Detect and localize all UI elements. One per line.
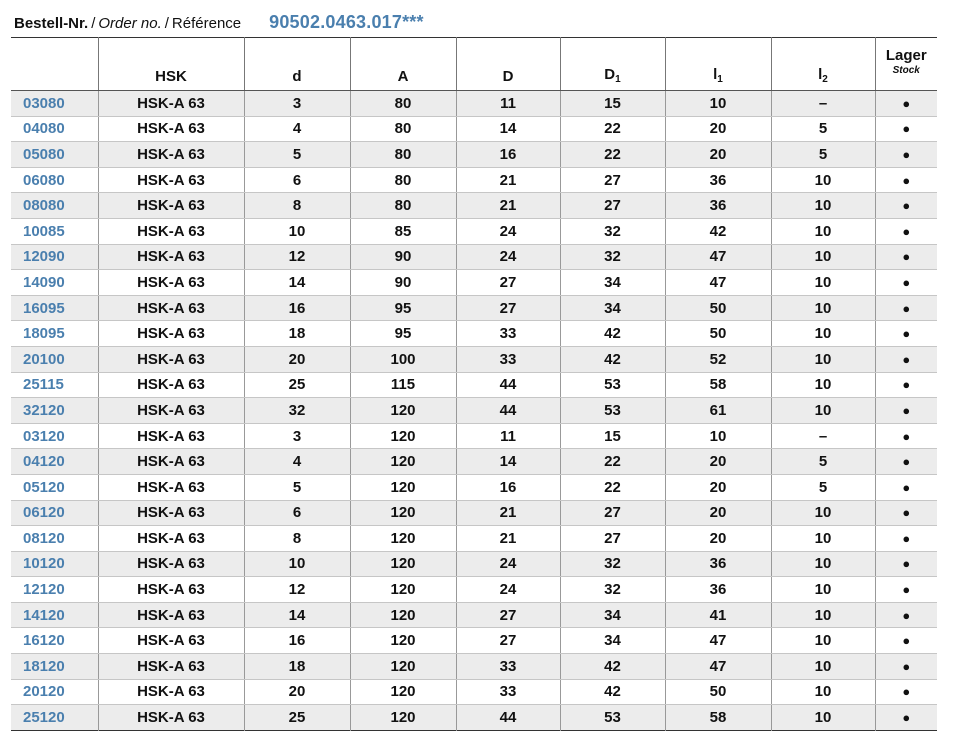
order-suffix-cell: 16120 [11, 628, 98, 654]
hsk-cell: HSK-A 63 [98, 679, 244, 705]
l2-cell: 10 [771, 679, 875, 705]
a-cell: 120 [350, 602, 456, 628]
order-suffix-cell: 20100 [11, 346, 98, 372]
big-d-cell: 24 [456, 551, 560, 577]
d-cell: 12 [244, 577, 350, 603]
stock-indicator: ● [875, 602, 937, 628]
d1-cell: 27 [560, 500, 665, 526]
l2-cell: 10 [771, 218, 875, 244]
d1-cell: 42 [560, 321, 665, 347]
d1-cell: 27 [560, 167, 665, 193]
d1-cell: 42 [560, 654, 665, 680]
d-cell: 3 [244, 423, 350, 449]
l2-cell: 10 [771, 577, 875, 603]
l1-cell: 20 [665, 142, 771, 168]
d-cell: 16 [244, 628, 350, 654]
big-d-cell: 11 [456, 423, 560, 449]
hsk-cell: HSK-A 63 [98, 142, 244, 168]
l2-cell: 10 [771, 705, 875, 731]
order-suffix-cell: 03120 [11, 423, 98, 449]
table-row [11, 142, 937, 168]
l1-cell: 20 [665, 500, 771, 526]
hsk-cell: HSK-A 63 [98, 321, 244, 347]
d-cell: 8 [244, 193, 350, 219]
order-suffix-cell: 25120 [11, 705, 98, 731]
hsk-cell: HSK-A 63 [98, 577, 244, 603]
table-row [11, 91, 937, 117]
big-d-cell: 27 [456, 270, 560, 296]
l1-cell: 20 [665, 526, 771, 552]
l1-cell: 50 [665, 679, 771, 705]
d-cell: 18 [244, 654, 350, 680]
hsk-cell: HSK-A 63 [98, 372, 244, 398]
big-d-cell: 24 [456, 244, 560, 270]
l1-cell: 20 [665, 474, 771, 500]
separator: / [164, 15, 169, 32]
l2-cell: – [771, 91, 875, 117]
big-d-cell: 27 [456, 602, 560, 628]
a-cell: 120 [350, 526, 456, 552]
separator: / [91, 15, 96, 32]
a-cell: 120 [350, 654, 456, 680]
l2-cell: 10 [771, 346, 875, 372]
l1-cell: 47 [665, 628, 771, 654]
d1-cell: 34 [560, 602, 665, 628]
l2-cell: 10 [771, 654, 875, 680]
hsk-cell: HSK-A 63 [98, 270, 244, 296]
order-suffix-cell: 05120 [11, 474, 98, 500]
d-cell: 14 [244, 602, 350, 628]
l2-cell: 10 [771, 628, 875, 654]
a-cell: 120 [350, 423, 456, 449]
order-suffix-cell: 08120 [11, 526, 98, 552]
l1-cell: 20 [665, 116, 771, 142]
d1-cell: 32 [560, 577, 665, 603]
l1-cell: 36 [665, 577, 771, 603]
table-row [11, 244, 937, 270]
l1-cell: 50 [665, 295, 771, 321]
l2-cell: 10 [771, 398, 875, 424]
big-d-cell: 33 [456, 321, 560, 347]
stock-indicator: ● [875, 474, 937, 500]
big-d-cell: 21 [456, 500, 560, 526]
l2-cell: 10 [771, 500, 875, 526]
l2-cell: 10 [771, 551, 875, 577]
order-suffix-cell: 16095 [11, 295, 98, 321]
l1-cell: 36 [665, 193, 771, 219]
d1-cell: 22 [560, 474, 665, 500]
order-suffix-cell: 14120 [11, 602, 98, 628]
big-d-cell: 33 [456, 654, 560, 680]
l2-cell: 10 [771, 295, 875, 321]
l1-cell: 61 [665, 398, 771, 424]
d-cell: 20 [244, 346, 350, 372]
big-d-cell: 11 [456, 91, 560, 117]
d-cell: 5 [244, 142, 350, 168]
l2-cell: 5 [771, 116, 875, 142]
stock-indicator: ● [875, 167, 937, 193]
d1-cell: 34 [560, 628, 665, 654]
stock-indicator: ● [875, 500, 937, 526]
d-cell: 3 [244, 91, 350, 117]
big-d-cell: 14 [456, 449, 560, 475]
stock-indicator: ● [875, 244, 937, 270]
stock-indicator: ● [875, 193, 937, 219]
reference-number: 90502.0463.017*** [269, 12, 424, 32]
a-cell: 85 [350, 218, 456, 244]
hsk-cell: HSK-A 63 [98, 423, 244, 449]
stock-indicator: ● [875, 321, 937, 347]
table-row [11, 628, 937, 654]
l1-cell: 36 [665, 551, 771, 577]
d1-cell: 15 [560, 423, 665, 449]
table-row [11, 116, 937, 142]
l2-cell: – [771, 423, 875, 449]
stock-indicator: ● [875, 346, 937, 372]
table-row [11, 321, 937, 347]
big-d-cell: 44 [456, 398, 560, 424]
order-header [14, 12, 944, 36]
big-d-cell: 16 [456, 474, 560, 500]
l1-cell: 47 [665, 244, 771, 270]
hsk-cell: HSK-A 63 [98, 116, 244, 142]
d1-cell: 34 [560, 295, 665, 321]
l1-cell: 47 [665, 270, 771, 296]
table-row [11, 577, 937, 603]
a-cell: 80 [350, 142, 456, 168]
d-cell: 6 [244, 500, 350, 526]
col-header-l1: $l_1$ [665, 38, 771, 91]
big-d-cell: 27 [456, 295, 560, 321]
order-suffix-cell: 25115 [11, 372, 98, 398]
order-suffix-cell: 20120 [11, 679, 98, 705]
d-cell: 10 [244, 551, 350, 577]
a-cell: 80 [350, 116, 456, 142]
a-cell: 120 [350, 398, 456, 424]
product-table [11, 37, 937, 731]
stock-indicator: ● [875, 654, 937, 680]
stock-indicator: ● [875, 116, 937, 142]
col-header-d: d [244, 38, 350, 91]
big-d-cell: 24 [456, 218, 560, 244]
big-d-cell: 14 [456, 116, 560, 142]
order-suffix-cell: 04080 [11, 116, 98, 142]
order-suffix-cell: 32120 [11, 398, 98, 424]
a-cell: 100 [350, 346, 456, 372]
order-suffix-cell: 18095 [11, 321, 98, 347]
a-cell: 120 [350, 449, 456, 475]
big-d-cell: 33 [456, 346, 560, 372]
big-d-cell: 24 [456, 577, 560, 603]
order-suffix-cell: 06120 [11, 500, 98, 526]
stock-indicator: ● [875, 295, 937, 321]
big-d-cell: 44 [456, 705, 560, 731]
table-row [11, 654, 937, 680]
col-header-a: A [350, 38, 456, 91]
d-cell: 6 [244, 167, 350, 193]
hsk-cell: HSK-A 63 [98, 244, 244, 270]
d-cell: 4 [244, 449, 350, 475]
order-suffix-cell: 04120 [11, 449, 98, 475]
table-row [11, 526, 937, 552]
d-cell: 10 [244, 218, 350, 244]
l1-cell: 10 [665, 91, 771, 117]
stock-indicator: ● [875, 142, 937, 168]
l1-cell: 52 [665, 346, 771, 372]
order-suffix-cell: 14090 [11, 270, 98, 296]
d-cell: 5 [244, 474, 350, 500]
order-suffix-cell: 10085 [11, 218, 98, 244]
d1-cell: 22 [560, 449, 665, 475]
big-d-cell: 33 [456, 679, 560, 705]
col-header-stock: Lager Stock [875, 38, 937, 91]
d-cell: 16 [244, 295, 350, 321]
hsk-cell: HSK-A 63 [98, 449, 244, 475]
d-cell: 18 [244, 321, 350, 347]
d-cell: 25 [244, 705, 350, 731]
l2-cell: 10 [771, 270, 875, 296]
d-cell: 8 [244, 526, 350, 552]
hsk-cell: HSK-A 63 [98, 295, 244, 321]
stock-indicator: ● [875, 628, 937, 654]
table-row [11, 500, 937, 526]
l1-cell: 42 [665, 218, 771, 244]
table-row [11, 270, 937, 296]
col-header-l2: $l_2$ [771, 38, 875, 91]
a-cell: 90 [350, 270, 456, 296]
d1-cell: 22 [560, 142, 665, 168]
a-cell: 95 [350, 295, 456, 321]
order-suffix-cell: 05080 [11, 142, 98, 168]
d1-cell: 34 [560, 270, 665, 296]
l2-cell: 10 [771, 526, 875, 552]
d1-cell: 15 [560, 91, 665, 117]
table-row [11, 423, 937, 449]
table-row [11, 346, 937, 372]
order-number-label-de: Bestell-Nr. [14, 15, 89, 32]
stock-indicator: ● [875, 423, 937, 449]
table-header-row [11, 38, 937, 91]
order-number-label-fr: Référence [171, 15, 242, 32]
a-cell: 80 [350, 193, 456, 219]
stock-indicator: ● [875, 218, 937, 244]
table-row [11, 167, 937, 193]
d1-cell: 42 [560, 346, 665, 372]
a-cell: 120 [350, 500, 456, 526]
l2-cell: 10 [771, 602, 875, 628]
stock-indicator: ● [875, 91, 937, 117]
l2-cell: 5 [771, 449, 875, 475]
d1-cell: 53 [560, 398, 665, 424]
l1-cell: 36 [665, 167, 771, 193]
hsk-cell: HSK-A 63 [98, 91, 244, 117]
a-cell: 80 [350, 167, 456, 193]
stock-indicator: ● [875, 526, 937, 552]
table-row [11, 474, 937, 500]
table-row [11, 705, 937, 731]
hsk-cell: HSK-A 63 [98, 193, 244, 219]
l1-cell: 47 [665, 654, 771, 680]
a-cell: 120 [350, 577, 456, 603]
table-row [11, 218, 937, 244]
table-row [11, 295, 937, 321]
l1-cell: 41 [665, 602, 771, 628]
big-d-cell: 21 [456, 167, 560, 193]
l2-cell: 10 [771, 244, 875, 270]
hsk-cell: HSK-A 63 [98, 500, 244, 526]
big-d-cell: 16 [456, 142, 560, 168]
table-row [11, 398, 937, 424]
hsk-cell: HSK-A 63 [98, 705, 244, 731]
a-cell: 115 [350, 372, 456, 398]
stock-indicator: ● [875, 372, 937, 398]
a-cell: 120 [350, 679, 456, 705]
l2-cell: 10 [771, 193, 875, 219]
big-d-cell: 21 [456, 193, 560, 219]
hsk-cell: HSK-A 63 [98, 628, 244, 654]
table-row [11, 372, 937, 398]
order-suffix-cell: 18120 [11, 654, 98, 680]
d-cell: 25 [244, 372, 350, 398]
d-cell: 14 [244, 270, 350, 296]
hsk-cell: HSK-A 63 [98, 602, 244, 628]
l2-cell: 10 [771, 372, 875, 398]
l2-cell: 10 [771, 167, 875, 193]
order-suffix-cell: 12120 [11, 577, 98, 603]
a-cell: 90 [350, 244, 456, 270]
a-cell: 120 [350, 628, 456, 654]
d1-cell: 32 [560, 244, 665, 270]
d1-cell: 53 [560, 705, 665, 731]
d-cell: 20 [244, 679, 350, 705]
stock-indicator: ● [875, 270, 937, 296]
stock-indicator: ● [875, 398, 937, 424]
hsk-cell: HSK-A 63 [98, 398, 244, 424]
stock-indicator: ● [875, 705, 937, 731]
hsk-cell: HSK-A 63 [98, 218, 244, 244]
l1-cell: 20 [665, 449, 771, 475]
table-row [11, 551, 937, 577]
l2-cell: 5 [771, 142, 875, 168]
order-suffix-cell: 06080 [11, 167, 98, 193]
table-row [11, 449, 937, 475]
a-cell: 120 [350, 474, 456, 500]
table-row [11, 193, 937, 219]
table-row [11, 602, 937, 628]
order-suffix-cell: 08080 [11, 193, 98, 219]
stock-indicator: ● [875, 449, 937, 475]
stock-indicator: ● [875, 551, 937, 577]
hsk-cell: HSK-A 63 [98, 167, 244, 193]
hsk-cell: HSK-A 63 [98, 474, 244, 500]
d1-cell: 32 [560, 551, 665, 577]
big-d-cell: 21 [456, 526, 560, 552]
l1-cell: 10 [665, 423, 771, 449]
hsk-cell: HSK-A 63 [98, 346, 244, 372]
d1-cell: 22 [560, 116, 665, 142]
d1-cell: 32 [560, 218, 665, 244]
order-suffix-cell: 12090 [11, 244, 98, 270]
big-d-cell: 27 [456, 628, 560, 654]
a-cell: 95 [350, 321, 456, 347]
table-body [11, 91, 937, 731]
order-suffix-cell: 10120 [11, 551, 98, 577]
big-d-cell: 44 [456, 372, 560, 398]
col-header-hsk: HSK [98, 38, 244, 91]
hsk-cell: HSK-A 63 [98, 654, 244, 680]
l1-cell: 58 [665, 705, 771, 731]
l2-cell: 10 [771, 321, 875, 347]
a-cell: 80 [350, 91, 456, 117]
d1-cell: 53 [560, 372, 665, 398]
table-row [11, 679, 937, 705]
d1-cell: 27 [560, 193, 665, 219]
l1-cell: 58 [665, 372, 771, 398]
stock-indicator: ● [875, 577, 937, 603]
l2-cell: 5 [771, 474, 875, 500]
col-header-order-suffix [11, 38, 98, 91]
order-number-label-en: Order no. [98, 15, 162, 32]
col-header-big-d: D [456, 38, 560, 91]
hsk-cell: HSK-A 63 [98, 551, 244, 577]
d-cell: 32 [244, 398, 350, 424]
d-cell: 12 [244, 244, 350, 270]
d-cell: 4 [244, 116, 350, 142]
a-cell: 120 [350, 551, 456, 577]
col-header-d1: $D_1$ [560, 38, 665, 91]
d1-cell: 27 [560, 526, 665, 552]
a-cell: 120 [350, 705, 456, 731]
l1-cell: 50 [665, 321, 771, 347]
stock-indicator: ● [875, 679, 937, 705]
d1-cell: 42 [560, 679, 665, 705]
hsk-cell: HSK-A 63 [98, 526, 244, 552]
order-suffix-cell: 03080 [11, 91, 98, 117]
